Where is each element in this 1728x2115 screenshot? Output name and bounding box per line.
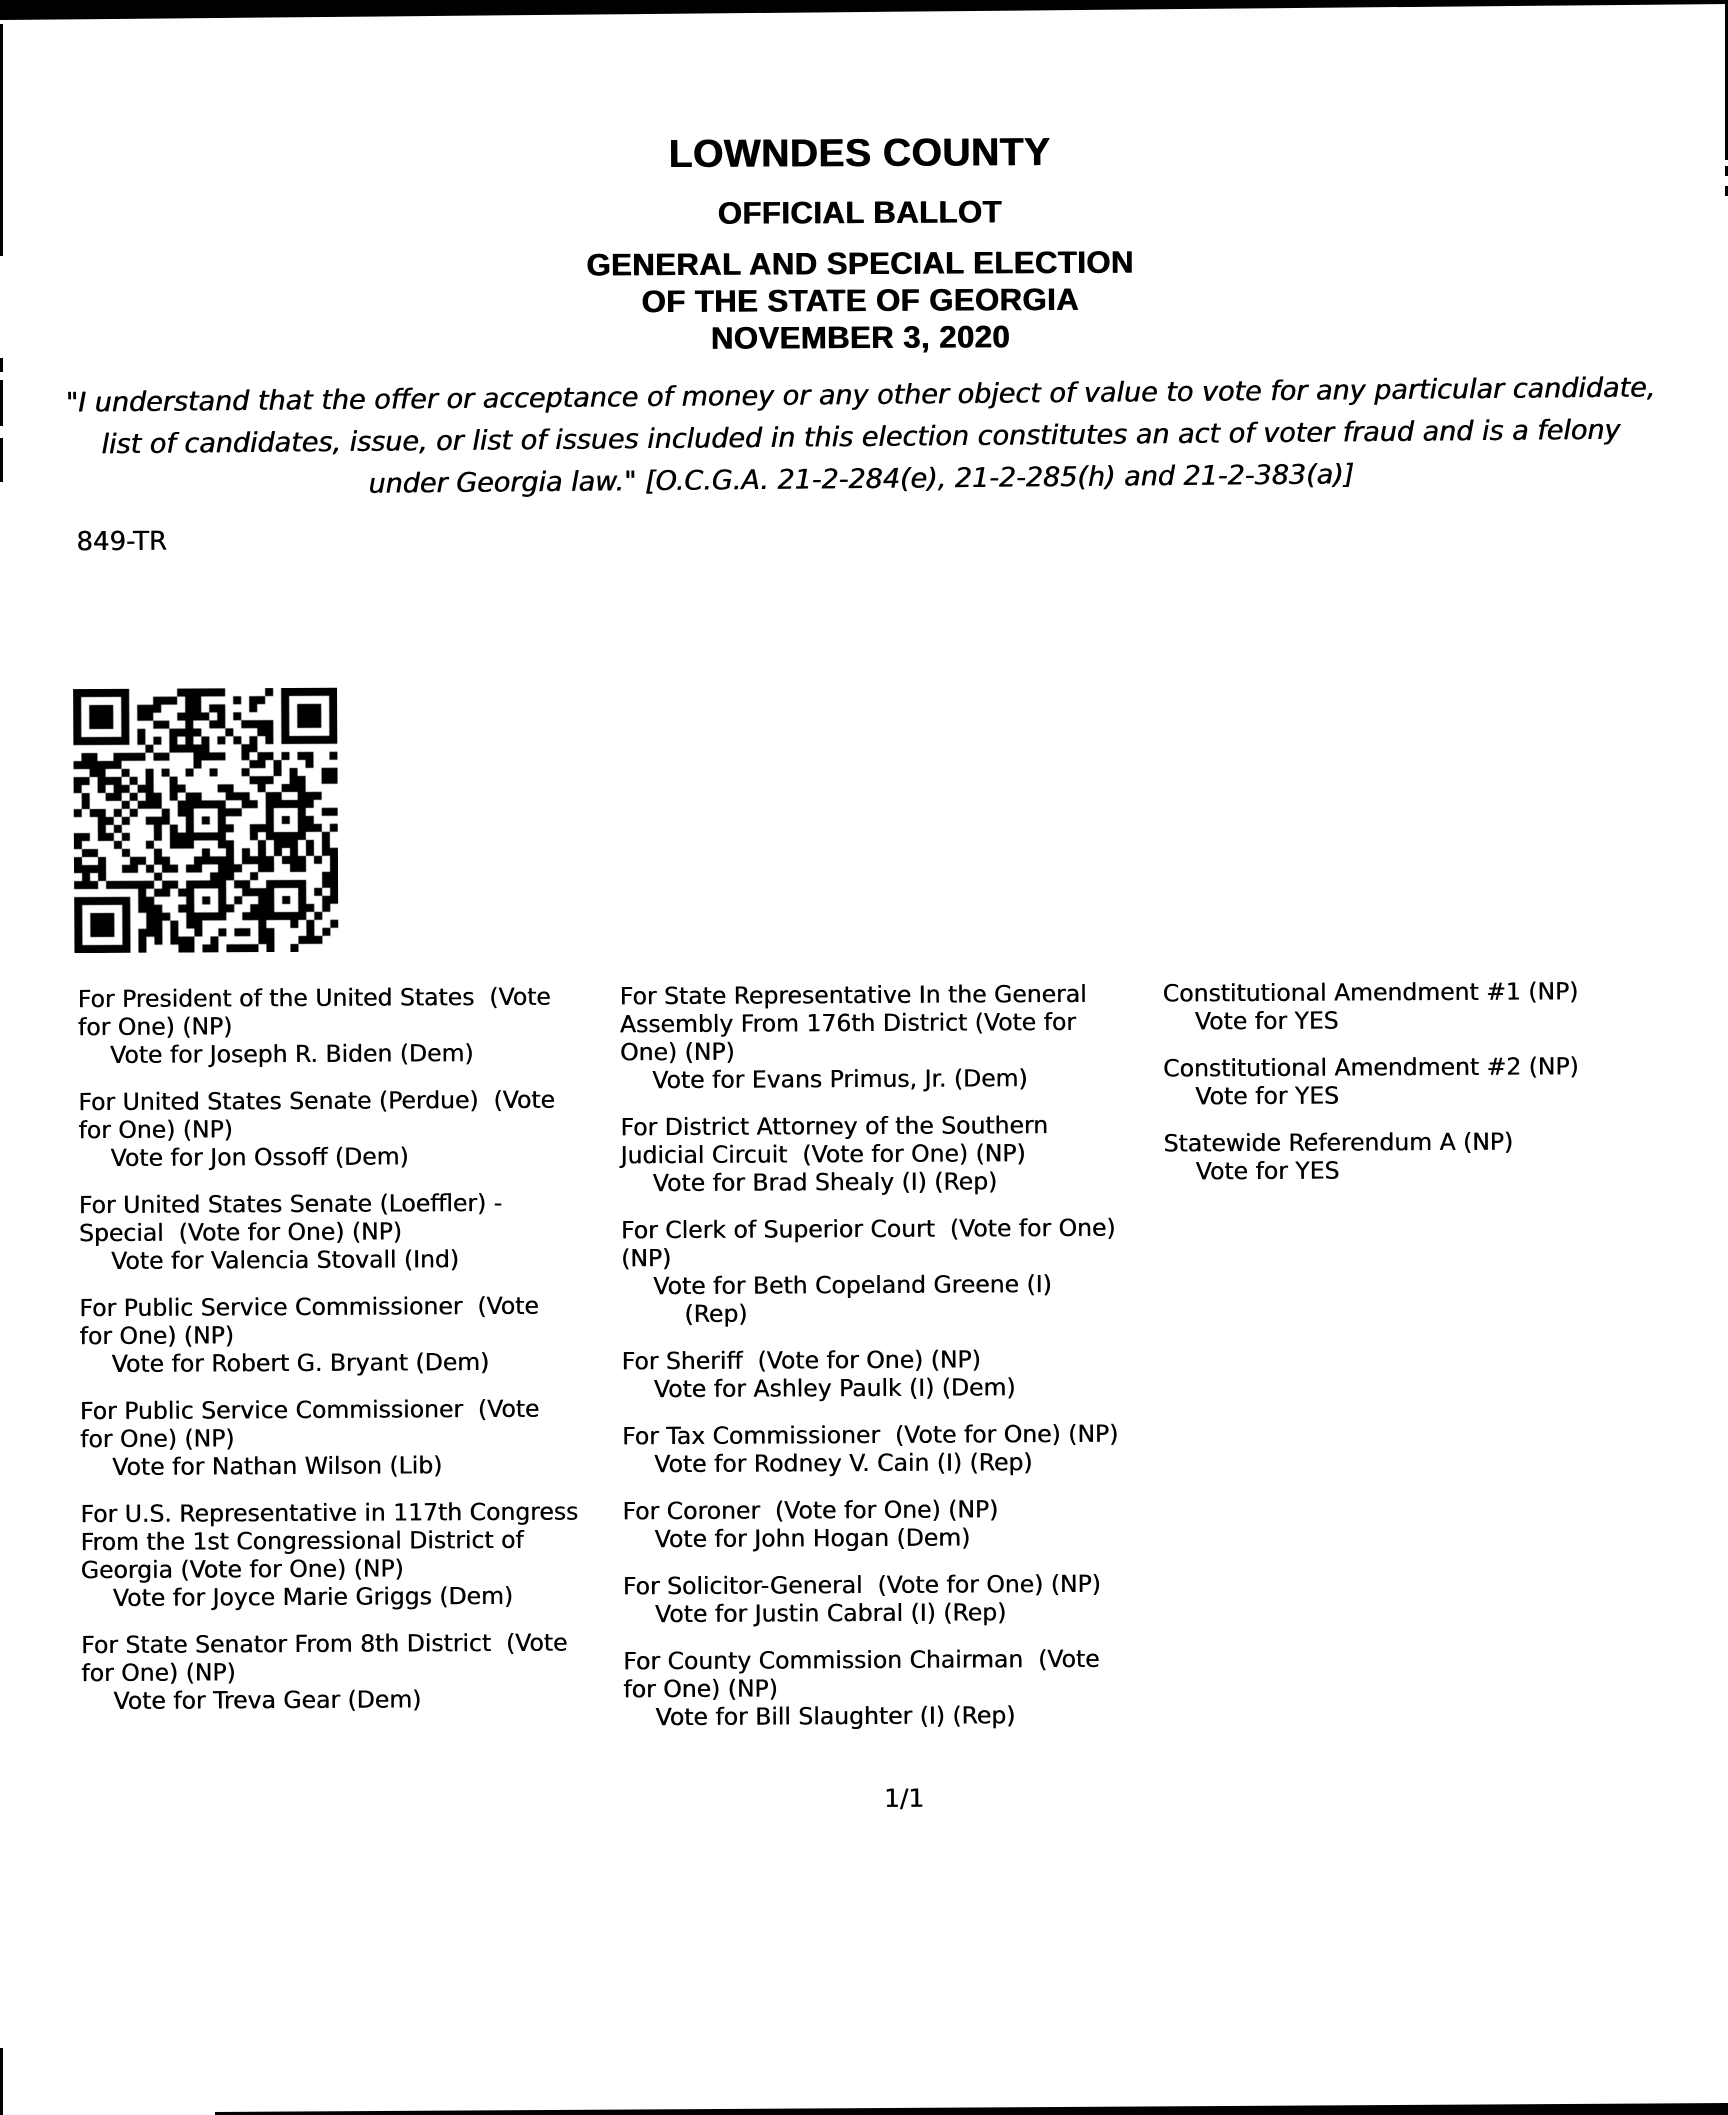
contest-block bbox=[78, 982, 640, 1069]
contest-block bbox=[622, 1419, 1184, 1478]
contest-title: For United States Senate (Loeffler) - Special (Vote for One) (NP) bbox=[78, 1188, 503, 1248]
ballot-type-title: OFFICIAL BALLOT bbox=[717, 194, 1002, 231]
contest-title: For Tax Commissioner (Vote for One) (NP) bbox=[621, 1419, 1119, 1451]
contest-title: Constitutional Amendment #2 (NP) bbox=[1163, 1052, 1579, 1083]
contest-block bbox=[1163, 1127, 1708, 1186]
vote-selection: (Rep) bbox=[684, 1299, 748, 1328]
vote-selection: Vote for Brad Shealy (I) (Rep) bbox=[652, 1167, 998, 1198]
contest-block bbox=[79, 1188, 641, 1275]
contest-title: For President of the United States (Vote for One) (NP) bbox=[77, 982, 551, 1042]
contest-title: For Sheriff (Vote for One) (NP) bbox=[621, 1345, 981, 1376]
contest-title: Statewide Referendum A (NP) bbox=[1163, 1127, 1514, 1158]
qr-code bbox=[73, 688, 338, 953]
vote-selection: Vote for Joseph R. Biden (Dem) bbox=[109, 1039, 474, 1069]
contest-block bbox=[79, 1291, 641, 1378]
contest-block bbox=[620, 979, 1183, 1094]
scan-artifact-left-edge bbox=[0, 2048, 3, 2115]
ballot-column-2 bbox=[620, 979, 1186, 1750]
contest-block bbox=[1163, 977, 1708, 1036]
contest-block bbox=[80, 1394, 642, 1481]
contest-title: For Coroner (Vote for One) (NP) bbox=[622, 1495, 999, 1526]
vote-selection: Vote for John Hogan (Dem) bbox=[654, 1523, 971, 1554]
contest-title: For County Commission Chairman (Vote for One) (NP) bbox=[623, 1644, 1100, 1704]
contest-title: For United States Senate (Perdue) (Vote for One) (NP) bbox=[78, 1085, 555, 1145]
contest-title: For State Representative In the General Assembly From 176th District (Vote for One) (NP) bbox=[619, 979, 1087, 1067]
vote-selection: Vote for Bill Slaughter (I) (Rep) bbox=[655, 1701, 1016, 1732]
vote-selection: Vote for Beth Copeland Greene (I) bbox=[653, 1270, 1052, 1301]
contest-title: Constitutional Amendment #1 (NP) bbox=[1162, 977, 1579, 1008]
contest-block bbox=[80, 1497, 643, 1612]
page-number: 1/1 bbox=[883, 1783, 925, 1813]
contest-title: For District Attorney of the Southern Judicial Circuit (Vote for One) (NP) bbox=[620, 1111, 1049, 1170]
contest-title: For Public Service Commissioner (Vote for One) (NP) bbox=[79, 1394, 540, 1454]
ballot-style-code: 849-TR bbox=[76, 526, 167, 558]
election-title: GENERAL AND SPECIAL ELECTION OF THE STATE OF GEORGIA NOVEMBER 3, 2020 bbox=[586, 244, 1134, 356]
county-title: LOWNDES COUNTY bbox=[668, 131, 1051, 177]
contest-block bbox=[1163, 1052, 1708, 1111]
vote-selection: Vote for Valencia Stovall (Ind) bbox=[111, 1245, 460, 1275]
contest-title: For Public Service Commissioner (Vote for One) (NP) bbox=[79, 1291, 539, 1351]
contest-block bbox=[620, 1110, 1182, 1197]
vote-selection: Vote for YES bbox=[1195, 1081, 1340, 1111]
vote-selection: Vote for YES bbox=[1195, 1156, 1340, 1186]
vote-selection: Vote for Ashley Paulk (I) (Dem) bbox=[653, 1373, 1016, 1404]
contest-block bbox=[78, 1085, 640, 1172]
contest-block bbox=[623, 1644, 1185, 1731]
contest-block bbox=[623, 1569, 1185, 1628]
ballot-column-3 bbox=[1163, 977, 1709, 1205]
contest-title: For U.S. Representative in 117th Congress From the 1st Congressional District of Georgia (Vote for One) (NP) bbox=[80, 1497, 579, 1585]
vote-selection: Vote for Rodney V. Cain (I) (Rep) bbox=[654, 1448, 1033, 1479]
vote-selection: Vote for Joyce Marie Griggs (Dem) bbox=[112, 1581, 514, 1612]
contest-block bbox=[622, 1344, 1184, 1403]
vote-selection: Vote for Nathan Wilson (Lib) bbox=[112, 1451, 443, 1481]
contest-title: For Clerk of Superior Court (Vote for One) (NP) bbox=[620, 1213, 1116, 1273]
contest-block bbox=[622, 1494, 1184, 1553]
contest-title: For State Senator From 8th District (Vote for One) (NP) bbox=[81, 1628, 568, 1688]
contest-block bbox=[81, 1628, 643, 1715]
vote-selection: Vote for Evans Primus, Jr. (Dem) bbox=[652, 1064, 1028, 1095]
vote-selection: Vote for Justin Cabral (I) (Rep) bbox=[654, 1598, 1007, 1629]
vote-selection: Vote for Treva Gear (Dem) bbox=[113, 1685, 422, 1715]
vote-selection: Vote for Jon Ossoff (Dem) bbox=[110, 1142, 409, 1172]
vote-selection: Vote for Robert G. Bryant (Dem) bbox=[111, 1347, 490, 1378]
contest-block bbox=[621, 1213, 1184, 1328]
contest-title: For Solicitor-General (Vote for One) (NP) bbox=[622, 1569, 1101, 1601]
ballot-column-1 bbox=[78, 982, 644, 1734]
fraud-warning-text: "I understand that the offer or acceptance of money or any other object of value to vote for any particular candidate, list of candidates, issue, or list of issues included in this election constitutes an act of voter fraud and is a felony under Georgia law." [O.C.G.A. 21-2-284(e), 21-2-285(h) and 21-2-383(a)] bbox=[65, 372, 1656, 500]
vote-selection: Vote for YES bbox=[1194, 1006, 1339, 1036]
